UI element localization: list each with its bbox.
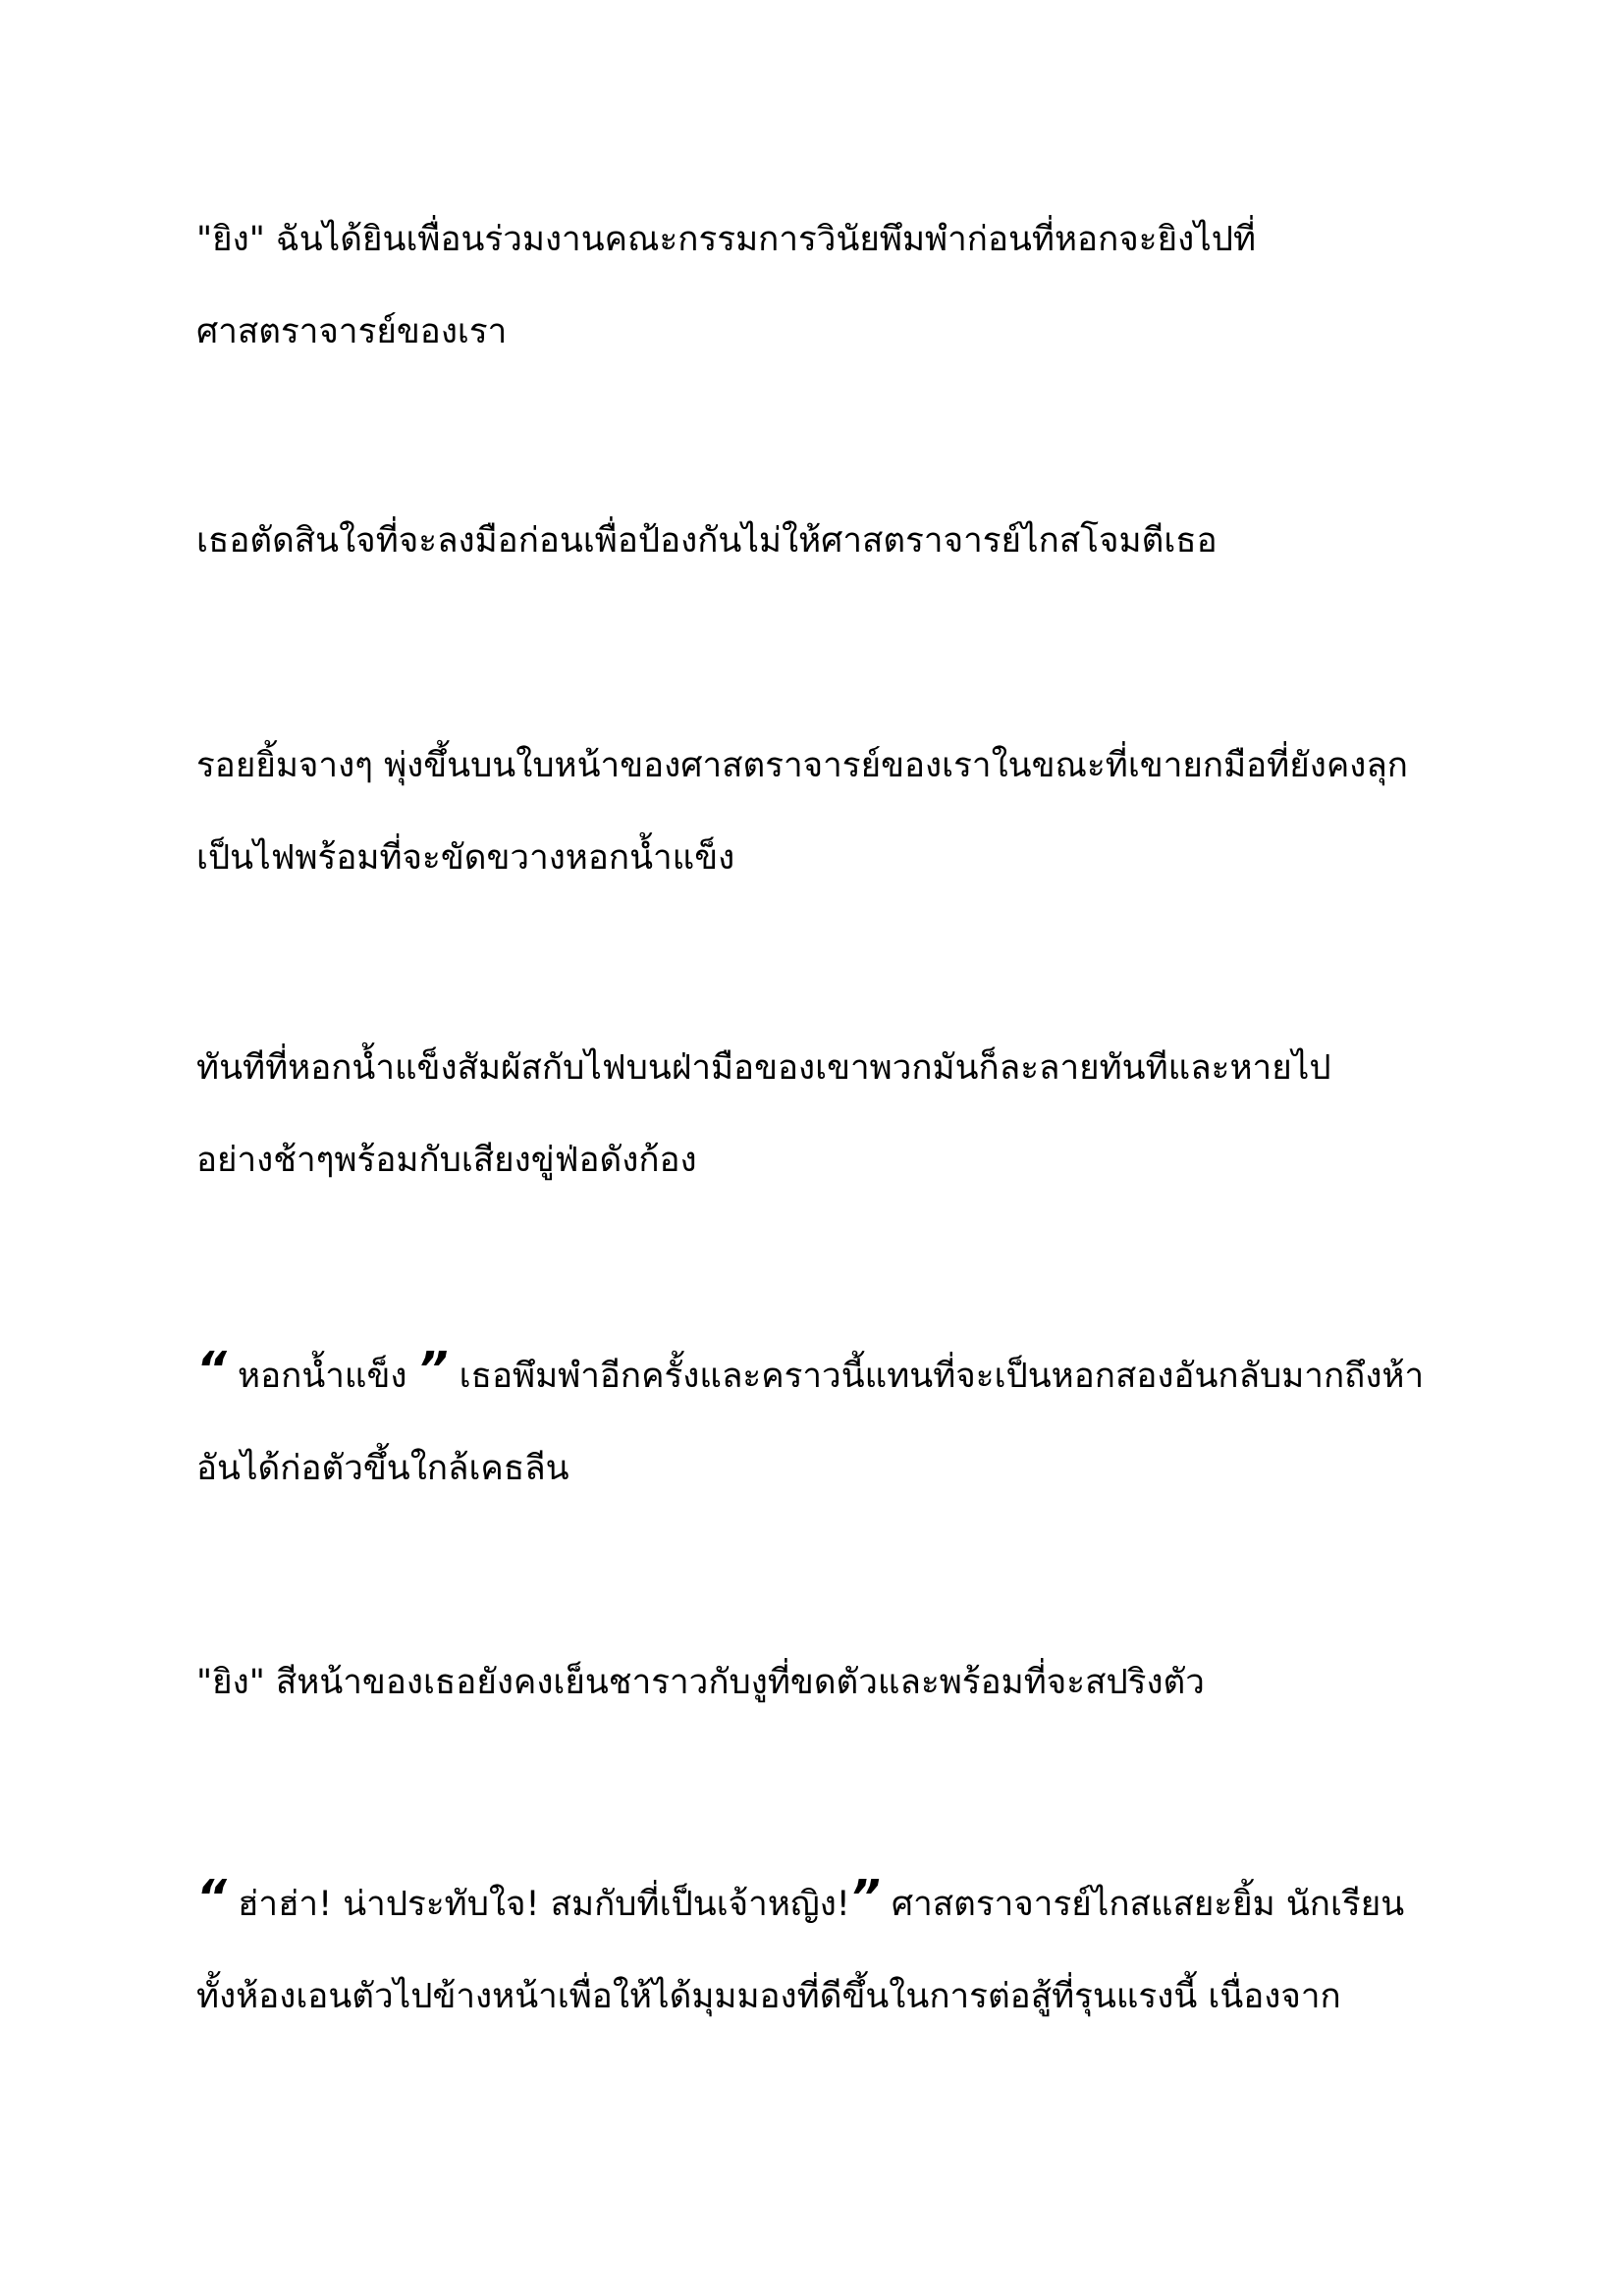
narration: เธอพึมพำอีกครั้งและคราวนี้แทนที่จะเป็นหอกสองอันกลับมากถึงห้า — [448, 1357, 1425, 1396]
paragraph-line: อันได้ก่อตัวขึ้นใกล้เคธลีน — [196, 1449, 569, 1488]
paragraph-line: เป็นไฟพร้อมที่จะขัดขวางหอกน้ำแข็ง — [196, 838, 735, 878]
paragraph-line: ทันทีที่หอกน้ำแข็งสัมผัสกับไฟบนฝ่ามือของเขาพวกมันก็ละลายทันทีและหายไป — [196, 1048, 1331, 1088]
paragraph-line-first — [196, 1858, 1473, 1950]
paragraph-line: ทั้งห้องเอนตัวไปข้างหน้าเพื่อให้ได้มุมมองที่ดีขึ้นในการต่อสู้ที่รุนแรงนี้ เนื่องจาก — [196, 1977, 1341, 2016]
paragraph-7 — [196, 1858, 1473, 2043]
paragraph-2 — [196, 495, 1473, 587]
paragraph-line: "ยิง" สีหน้าของเธอยังคงเย็นชาราวกับงูที่ขดตัวและพร้อมที่จะสปริงตัว — [196, 1663, 1205, 1702]
paragraph-line: เธอตัดสินใจที่จะลงมือก่อนเพื่อป้องกันไม่ให้ศาสตราจารย์ไกสโจมตีเธอ — [196, 521, 1218, 561]
quoted-speech: หอกน้ำแข็ง — [226, 1357, 418, 1396]
paragraph-5 — [196, 1330, 1473, 1515]
paragraph-1 — [196, 193, 1473, 378]
paragraph-line: "ยิง" ฉันได้ยินเพื่อนร่วมงานคณะกรรมการวินัยพึมพำก่อนที่หอกจะยิงไปที่ — [196, 220, 1257, 259]
paragraph-line: ศาสตราจารย์ของเรา — [196, 312, 508, 351]
paragraph-3 — [196, 720, 1473, 904]
paragraph-4 — [196, 1022, 1473, 1206]
quoted-speech: ฮ่าฮ่า! น่าประทับใจ! สมกับที่เป็นเจ้าหญิง! — [226, 1885, 850, 1924]
close-quote-mark: ” — [417, 1342, 449, 1397]
close-quote-mark: ” — [849, 1870, 881, 1925]
paragraph-line: อย่างช้าๆพร้อมกับเสียงขู่ฟ่อดังก้อง — [196, 1141, 697, 1180]
paragraph-6 — [196, 1636, 1473, 1729]
paragraph-line: รอยยิ้มจางๆ พุ่งขึ้นบนใบหน้าของศาสตราจารย์ของเราในขณะที่เขายกมือที่ยังคงลุก — [196, 746, 1408, 785]
open-quote-mark: “ — [196, 1342, 227, 1397]
paragraph-line-first — [196, 1330, 1473, 1422]
open-quote-mark: “ — [196, 1870, 227, 1925]
narration: ศาสตราจารย์ไกสแสยะยิ้ม นักเรียน — [880, 1885, 1405, 1924]
